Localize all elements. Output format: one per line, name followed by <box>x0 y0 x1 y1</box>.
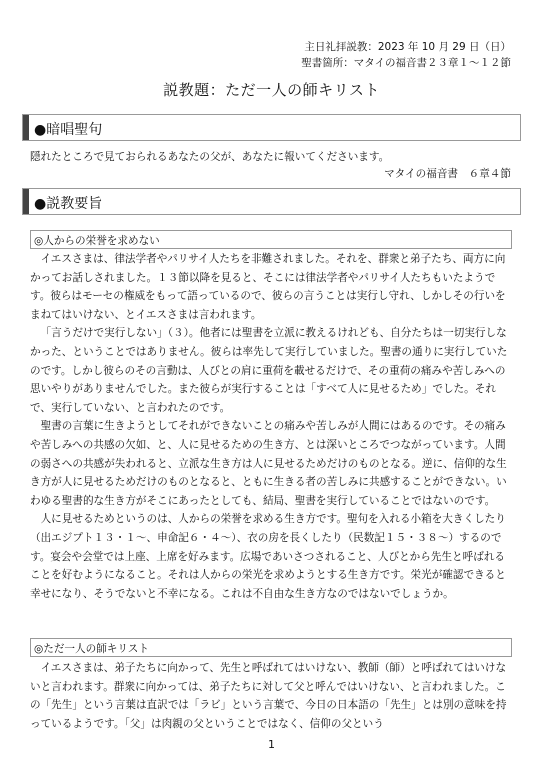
paragraph: 人に見せるためというのは、人からの栄誉を求める生き方です。聖句を入れる小箱を大きくしたり（出エジプト１３・１～、申命記６・４～）、衣の房を長くしたり（民数記１５・３８～）するのです。宴会や会堂では上座、上席を好みます。広場であいさつされること、人びとから先生と呼ばれることを好むようになること。それは人からの栄光を求めようとする生き方です。栄光が確認できると幸せになり、そうでないと不幸になる。これは不自由な生き方なのではないでしょうか。 <box>30 513 506 600</box>
section-accent-bar <box>23 189 29 214</box>
paragraph: 「言うだけで実行しない」（３）。他者には聖書を立派に教えるけれども、自分たちは一切実行しなかった、ということではありません。彼らは率先して実行していました。聖書の通りに実行していたのです。しかし彼らのその言動は、人びとの肩に重荷を載せるだけで、その重荷の痛みや苦しみへの思いやりがありませんでした。また彼らが実行することは「すべて人に見せるため」でした。それで、実行していない、と言われたのです。 <box>30 327 508 414</box>
scripture-line: 聖書箇所：マタイの福音書２３章１～１２節 <box>301 57 511 69</box>
sermon-title: 説教題：ただ一人の師キリスト <box>163 81 380 99</box>
paragraph: イエスさまは、弟子たちに向かって、先生と呼ばれてはいけない、教師（師）と呼ばれてはいけないと言われます。群衆に向かっては、弟子たちに対して父と呼んではいけない、と言われました。この「先生」という言葉は直訳では「ラビ」という言葉で、今日の日本語の「先生」とは別の意味を持っているようです。「父」は肉親の父ということではなく、信仰の父という <box>30 662 507 730</box>
paragraph: イエスさまは、律法学者やパリサイ人たちを非難されました。それを、群衆と弟子たち、両方に向かってお話しされました。１３節以降を見ると、そこには律法学者やパリサイ人たちもいたようです。彼らはモーセの権威をもって語っているので、彼らの言うことは実行し守れ、しかしその行いをまねてはいけない、とイエスさまは言われます。 <box>30 253 506 321</box>
section-accent-bar <box>23 115 29 140</box>
subheading-1: ◎人からの栄誉を求めない <box>34 235 160 247</box>
subheading-2: ◎ただ一人の師キリスト <box>34 643 149 655</box>
paragraph: 聖書の言葉に生きようとしてそれができないことの痛みや苦しみが人間にはあるのです。その痛みや苦しみへの共感の欠如、と、人に見せるための生き方、とは深いところでつながっています。人間の弱さへの共感が失われると、立派な生き方は人に見せるためだけのものとなる。逆に、信仰的な生き方が人に見せるためだけのものとなると、ともに生きる者の苦しみに共感することができない。いわゆる聖書的な生き方がそこにあったとしても、結局、聖書を実行していることではないのです。 <box>30 420 507 507</box>
summary-section-header <box>22 188 521 215</box>
recitation-reference: マタイの福音書 ６章４節 <box>384 168 511 180</box>
recitation-section-header <box>22 114 521 141</box>
summary-heading: ●説教要旨 <box>34 196 103 212</box>
subheading-box-1 <box>30 230 512 249</box>
subheading-box-2 <box>30 638 512 657</box>
service-date-line: 主日礼拝説教：2023 年 10 月 29 日（日） <box>304 41 511 53</box>
summary-body-2 <box>30 659 514 733</box>
summary-body-1 <box>30 250 514 603</box>
recitation-verse: 隠れたところで見ておられるあなたの父が、あなたに報いてくださいます。 <box>30 151 390 163</box>
recitation-heading: ●暗唱聖句 <box>34 122 103 138</box>
page-number: 1 <box>268 738 275 751</box>
